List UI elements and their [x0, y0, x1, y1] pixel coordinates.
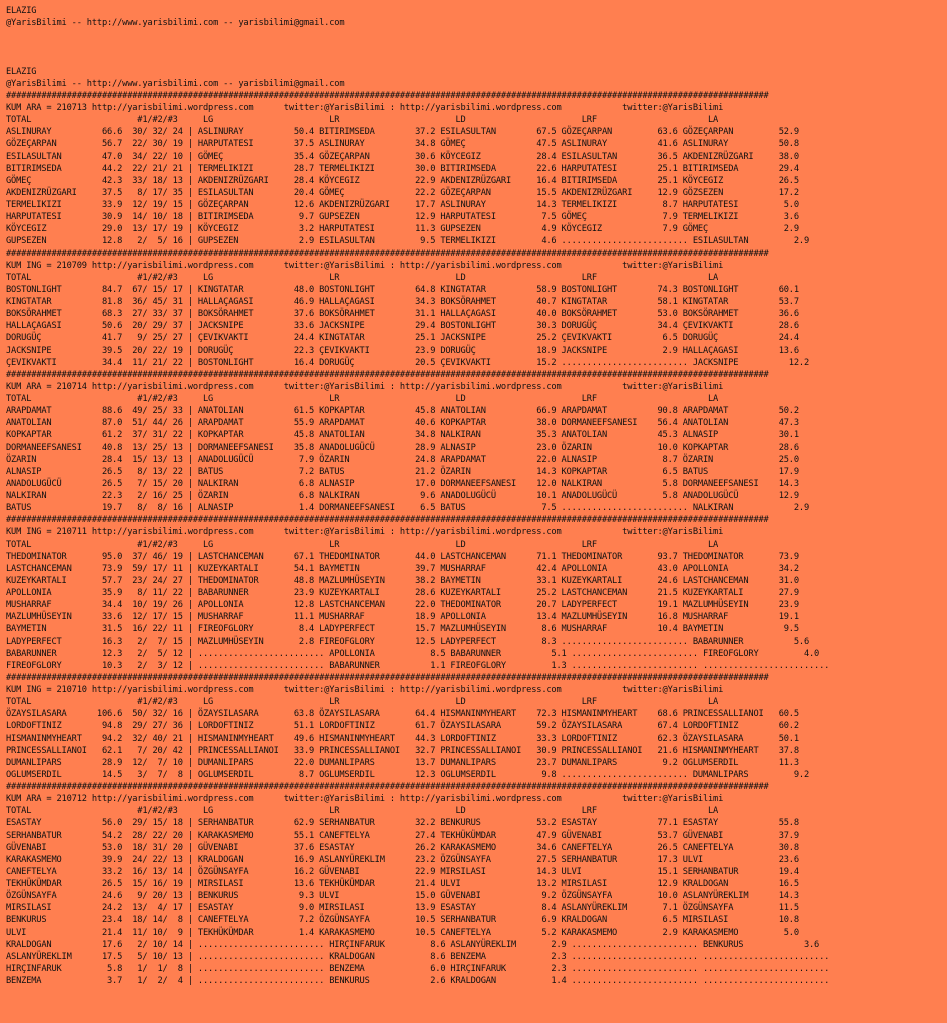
table-row: OGLUMSERDIL 14.5 3/ 7/ 8 | OGLUMSERDIL 8.7 OGLUMSERDIL 12.3 OGLUMSERDIL 9.8 ......................... DUMANLIPARS 9.2	[6, 769, 810, 780]
table-row: GÖZEÇARPAN 56.7 22/ 30/ 19 | HARPUTATESI 37.5 ASLINURAY 34.8 GÖMEÇ 47.5 ASLINURAY 41.6 ASLINURAY 50.8	[6, 139, 799, 150]
table-row: DUMANLIPARS 28.9 12/ 7/ 10 | DUMANLIPARS 22.0 DUMANLIPARS 13.7 DUMANLIPARS 23.7 DUMANLIPARS 9.2 OGLUMSERDIL 11.3	[6, 757, 799, 768]
table-row: BENZEMA 3.7 1/ 2/ 4 | ......................... BENKURUS 2.6 KRALDOGAN 1.4 ......................... .........................	[6, 976, 830, 986]
table-row: KÖYCEGIZ 29.0 13/ 17/ 19 | KÖYCEGIZ 3.2 HARPUTATESI 11.3 GUPSEZEN 4.9 KÖYCEGIZ 7.9 GÖMEÇ 2.9	[6, 224, 799, 235]
separator-line: #######################################################################################################################################################	[6, 248, 769, 259]
table-row: CANEFTELYA 33.2 16/ 13/ 14 | ÖZGÜNSAYFA 16.2 GÜVENABI 22.9 MIRSILASI 14.3 ULVI 15.1 SERHANBATUR 19.4	[6, 866, 799, 877]
race-title: KUM ING = 210709 http://yarisbilimi.wordpress.com twitter:@YarisBilimi : http://yarisbilimi.wordpress.com twitter:@YarisBilimi	[6, 260, 724, 271]
table-row: THEDOMINATOR 95.0 37/ 46/ 19 | LASTCHANCEMAN 67.1 THEDOMINATOR 44.0 LASTCHANCEMAN 71.1 THEDOMINATOR 93.7 THEDOMINATOR 73.9	[6, 551, 799, 562]
column-header: TOTAL #1/#2/#3 LG LR LD LRF LA	[6, 394, 719, 404]
table-row: BABARUNNER 12.3 2/ 5/ 12 | ......................... APOLLONIA 8.5 BABARUNNER 5.1 ......................... FIREOFGLORY 4.0	[6, 648, 820, 659]
table-row: SERHANBATUR 54.2 28/ 22/ 20 | KARAKASMEMO 55.1 CANEFTELYA 27.4 TEKHÜKÜMDAR 47.9 GÜVENABI 53.7 GÜVENABI 37.9	[6, 830, 799, 841]
table-row: LORDOFTINIZ 94.8 29/ 27/ 36 | LORDOFTINIZ 51.1 LORDOFTINIZ 61.7 ÖZAYSILASARA 59.2 ÖZAYSILASARA 67.4 LORDOFTINIZ 60.2	[6, 721, 799, 732]
table-row: MUSHARRAF 34.4 10/ 19/ 26 | APOLLONIA 12.8 LASTCHANCEMAN 22.0 THEDOMINATOR 20.7 LADYPERFECT 19.1 MAZLUMHÜSEYIN 23.9	[6, 600, 799, 611]
separator-line: #######################################################################################################################################################	[6, 782, 769, 792]
header-city: ELAZIG	[6, 66, 37, 77]
table-row: KARAKASMEMO 39.9 24/ 22/ 13 | KRALDOGAN 16.9 ASLANYÜREKLIM 23.2 ÖZGÜNSAYFA 27.5 SERHANBATUR 17.3 ULVI 23.6	[6, 854, 799, 865]
header-city: ELAZIG	[6, 6, 37, 16]
table-row: JACKSNIPE 39.5 20/ 22/ 19 | DORUGÜÇ 22.3 ÇEVIKVAKTI 23.9 DORUGÜÇ 18.9 JACKSNIPE 2.9 HALLAÇAGASI 13.6	[6, 345, 799, 356]
table-row: ÖZGÜNSAYFA 24.6 9/ 20/ 13 | BENKURUS 9.3 ULVI 15.0 GÜVENABI 9.2 ÖZGÜNSAYFA 10.0 ASLANYÜREKLIM 14.3	[6, 891, 799, 902]
separator-line: #######################################################################################################################################################	[6, 672, 769, 683]
race-title: KUM ARA = 210712 http://yarisbilimi.wordpress.com twitter:@YarisBilimi : http://yarisbilimi.wordpress.com twitter:@YarisBilimi	[6, 794, 724, 805]
header-contact: @YarisBilimi -- http://www.yarisbilimi.com -- yarisbilimi@gmail.com	[6, 18, 345, 29]
table-row: TEKHÜKÜMDAR 26.5 15/ 16/ 19 | MIRSILASI 13.6 TEKHÜKÜMDAR 21.4 ULVI 13.2 MIRSILASI 12.9 KRALDOGAN 16.5	[6, 879, 799, 889]
table-row: HIRÇINFARUK 5.8 1/ 1/ 8 | ......................... BENZEMA 6.0 HIRÇINFARUK 2.3 ......................... .........................	[6, 963, 830, 974]
column-header: TOTAL #1/#2/#3 LG LR LD LRF LA	[6, 539, 719, 550]
table-row: AKDENIZRÜZGARI 37.5 8/ 17/ 35 | ESILASULTAN 20.4 GÖMEÇ 22.2 GÖZEÇARPAN 15.5 AKDENIZRÜZGARI 12.9 GÖZSEZEN 17.2	[6, 187, 799, 198]
table-row: TERMELIKIZI 33.9 12/ 19/ 15 | GÖZEÇARPAN 12.6 AKDENIZRÜZGARI 17.7 ASLINURAY 14.3 TERMELIKIZI 8.7 HARPUTATESI 5.0	[6, 200, 799, 210]
race-blocks	[6, 91, 829, 986]
column-header: TOTAL #1/#2/#3 LG LR LD LRF LA	[6, 115, 719, 126]
table-row: ASLINURAY 66.6 30/ 32/ 24 | ASLINURAY 50.4 BITIRIMSEDA 37.2 ESILASULTAN 67.5 GÖZEÇARPAN 63.6 GÖZEÇARPAN 52.9	[6, 127, 799, 138]
table-row: APOLLONIA 35.9 8/ 11/ 22 | BABARUNNER 23.9 KUZEYKARTALI 28.6 KUZEYKARTALI 25.2 LASTCHANCEMAN 21.5 KUZEYKARTALI 27.9	[6, 588, 799, 598]
table-row: GUPSEZEN 12.8 2/ 5/ 16 | GUPSEZEN 2.9 ESILASULTAN 9.5 TERMELIKIZI 4.6 ......................... ESILASULTAN 2.9	[6, 236, 810, 247]
column-header: TOTAL #1/#2/#3 LG LR LD LRF LA	[6, 697, 719, 708]
separator-line: #######################################################################################################################################################	[6, 90, 769, 101]
separator-line: #######################################################################################################################################################	[6, 369, 769, 380]
table-row: ULVI 21.4 11/ 10/ 9 | TEKHÜKÜMDAR 1.4 KARAKASMEMO 10.5 CANEFTELYA 5.2 KARAKASMEMO 2.9 KARAKASMEMO 5.0	[6, 927, 799, 938]
table-row: HISMANINMYHEART 94.2 32/ 40/ 21 | HISMANINMYHEART 49.6 HISMANINMYHEART 44.3 LORDOFTINIZ 33.3 LORDOFTINIZ 62.3 ÖZAYSILASARA 50.1	[6, 733, 799, 744]
table-row: LADYPERFECT 16.3 2/ 7/ 15 | MAZLUMHÜSEYIN 2.8 FIREOFGLORY 12.5 LADYPERFECT 8.3 ......................... BABARUNNER 5.6	[6, 636, 810, 647]
table-row: PRINCESSALLIANOI 62.1 7/ 20/ 42 | PRINCESSALLIANOI 33.9 PRINCESSALLIANOI 32.7 PRINCESSALLIANOI 30.9 PRINCESSALLIANOI 21.6 HISMANINMYHEART 37.8	[6, 745, 799, 756]
table-row: BAYMETIN 31.5 16/ 22/ 11 | FIREOFGLORY 8.4 LADYPERFECT 15.7 MAZLUMHÜSEYIN 8.6 MUSHARRAF 10.4 BAYMETIN 9.5	[6, 624, 799, 635]
table-row: GÖMEÇ 42.3 33/ 18/ 13 | AKDENIZRÜZGARI 28.4 KÖYCEGIZ 22.9 AKDENIZRÜZGARI 16.4 BITIRIMSEDA 25.1 KÖYCEGIZ 26.5	[6, 175, 799, 186]
table-row: FIREOFGLORY 10.3 2/ 3/ 12 | ......................... BABARUNNER 1.1 FIREOFGLORY 1.3 ......................... .........................	[6, 660, 830, 671]
table-row: ESILASULTAN 47.0 34/ 22/ 10 | GÖMEÇ 35.4 GÖZEÇARPAN 30.6 KÖYCEGIZ 28.4 ESILASULTAN 36.5 AKDENIZRÜZGARI 38.0	[6, 151, 799, 162]
table-row: ASLANYÜREKLIM 17.5 5/ 10/ 13 | ......................... KRALDOGAN 8.6 BENZEMA 2.3 ......................... .........................	[6, 951, 830, 962]
table-row: MAZLUMHÜSEYIN 33.6 12/ 17/ 15 | MUSHARRAF 11.1 MUSHARRAF 18.9 APOLLONIA 13.4 MAZLUMHÜSEYIN 16.8 MUSHARRAF 19.1	[6, 612, 799, 623]
table-row: KOPKAPTAR 61.2 37/ 31/ 22 | KOPKAPTAR 45.8 ANATOLIAN 34.8 NALKIRAN 35.3 ANATOLIAN 45.3 ALNASIP 30.1	[6, 430, 799, 441]
table-row: BITIRIMSEDA 44.2 22/ 21/ 21 | TERMELIKIZI 28.7 TERMELIKIZI 30.0 BITIRIMSEDA 22.6 HARPUTATESI 25.1 BITIRIMSEDA 29.4	[6, 163, 799, 174]
table-row: ESASTAY 56.0 29/ 15/ 18 | SERHANBATUR 62.9 SERHANBATUR 32.2 BENKURUS 53.2 ESASTAY 77.1 ESASTAY 55.8	[6, 818, 799, 829]
table-row: HARPUTATESI 30.9 14/ 10/ 18 | BITIRIMSEDA 9.7 GUPSEZEN 12.9 HARPUTATESI 7.5 GÖMEÇ 7.9 TERMELIKIZI 3.6	[6, 212, 799, 223]
header-contact: @YarisBilimi -- http://www.yarisbilimi.com -- yarisbilimi@gmail.com	[6, 78, 345, 89]
column-header: TOTAL #1/#2/#3 LG LR LD LRF LA	[6, 272, 719, 283]
table-row: ÖZAYSILASARA 106.6 50/ 32/ 16 | ÖZAYSILASARA 63.8 ÖZAYSILASARA 64.4 HISMANINMYHEART 72.3 HISMANINMYHEART 68.6 PRINCESSALLIANOI 60.5	[6, 709, 799, 720]
race-title: KUM ARA = 210714 http://yarisbilimi.wordpress.com twitter:@YarisBilimi : http://yarisbilimi.wordpress.com twitter:@YarisBilimi	[6, 381, 724, 392]
table-row: ARAPDAMAT 88.6 49/ 25/ 33 | ANATOLIAN 61.5 KOPKAPTAR 45.8 ANATOLIAN 66.9 ARAPDAMAT 90.8 ARAPDAMAT 50.2	[6, 406, 799, 417]
table-row: GÜVENABI 53.0 18/ 31/ 20 | GÜVENABI 37.6 ESASTAY 26.2 KARAKASMEMO 34.6 CANEFTELYA 26.5 CANEFTELYA 30.8	[6, 842, 799, 853]
table-row: KUZEYKARTALI 57.7 23/ 24/ 27 | THEDOMINATOR 48.8 MAZLUMHÜSEYIN 38.2 BAYMETIN 33.1 KUZEYKARTALI 24.6 LASTCHANCEMAN 31.0	[6, 575, 799, 586]
column-header: TOTAL #1/#2/#3 LG LR LD LRF LA	[6, 806, 719, 817]
table-row: ÖZARIN 28.4 15/ 13/ 13 | ANADOLUGÜCÜ 7.9 ÖZARIN 24.8 ARAPDAMAT 22.0 ALNASIP 8.7 ÖZARIN 25.0	[6, 454, 799, 465]
race-title: KUM ING = 210711 http://yarisbilimi.wordpress.com twitter:@YarisBilimi : http://yarisbilimi.wordpress.com twitter:@YarisBilimi	[6, 527, 724, 538]
race-title: KUM ARA = 210713 http://yarisbilimi.wordpress.com twitter:@YarisBilimi : http://yarisbilimi.wordpress.com twitter:@YarisBilimi	[6, 103, 724, 113]
table-row: BENKURUS 23.4 18/ 14/ 8 | CANEFTELYA 7.2 ÖZGÜNSAYFA 10.5 SERHANBATUR 6.9 KRALDOGAN 6.5 MIRSILASI 10.8	[6, 915, 799, 926]
table-row: LASTCHANCEMAN 73.9 59/ 17/ 11 | KUZEYKARTALI 54.1 BAYMETIN 39.7 MUSHARRAF 42.4 APOLLONIA 43.0 APOLLONIA 34.2	[6, 563, 799, 574]
table-row: BOSTONLIGHT 84.7 67/ 15/ 17 | KINGTATAR 48.0 BOSTONLIGHT 64.8 KINGTATAR 58.9 BOSTONLIGHT 74.3 BOSTONLIGHT 60.1	[6, 284, 799, 295]
table-row: DORMANEEFSANESI 40.8 13/ 25/ 13 | DORMANEEFSANESI 35.8 ANADOLUGÜCÜ 28.9 ALNASIP 23.0 ÖZARIN 10.0 KOPKAPTAR 28.6	[6, 442, 799, 453]
table-row: KINGTATAR 81.8 36/ 45/ 31 | HALLAÇAGASI 46.9 HALLAÇAGASI 34.3 BOKSÖRAHMET 40.7 KINGTATAR 58.1 KINGTATAR 53.7	[6, 297, 799, 307]
table-row: MIRSILASI 24.2 13/ 4/ 17 | ESASTAY 9.0 MIRSILASI 13.9 ESASTAY 8.4 ASLANYÜREKLIM 7.1 ÖZGÜNSAYFA 11.5	[6, 903, 799, 914]
table-row: KRALDOGAN 17.6 2/ 10/ 14 | ......................... HIRÇINFARUK 8.6 ASLANYÜREKLIM 2.9 ......................... BENKURUS 3.6	[6, 939, 820, 950]
table-row: ANADOLUGÜCÜ 26.5 7/ 15/ 20 | NALKIRAN 6.8 ALNASIP 17.0 DORMANEEFSANESI 12.0 NALKIRAN 5.8 DORMANEEFSANESI 14.3	[6, 478, 799, 489]
race-title: KUM ING = 210710 http://yarisbilimi.wordpress.com twitter:@YarisBilimi : http://yarisbilimi.wordpress.com twitter:@YarisBilimi	[6, 685, 724, 695]
table-row: BOKSÖRAHMET 68.3 27/ 33/ 37 | BOKSÖRAHMET 37.6 BOKSÖRAHMET 31.1 HALLAÇAGASI 40.0 BOKSÖRAHMET 53.0 BOKSÖRAHMET 36.6	[6, 309, 799, 320]
table-row: ALNASIP 26.5 8/ 13/ 22 | BATUS 7.2 BATUS 21.2 ÖZARIN 14.3 KOPKAPTAR 6.5 BATUS 17.9	[6, 466, 799, 477]
separator-line: #######################################################################################################################################################	[6, 515, 769, 526]
table-row: HALLAÇAGASI 50.6 20/ 29/ 37 | JACKSNIPE 33.6 JACKSNIPE 29.4 BOSTONLIGHT 30.3 DORUGÜÇ 34.4 ÇEVIKVAKTI 28.6	[6, 321, 799, 332]
table-row: ANATOLIAN 87.0 51/ 44/ 26 | ARAPDAMAT 55.9 ARAPDAMAT 40.6 KOPKAPTAR 38.0 DORMANEEFSANESI 56.4 ANATOLIAN 47.3	[6, 418, 799, 429]
table-row: ÇEVIKVAKTI 34.4 11/ 21/ 22 | BOSTONLIGHT 16.4 DORUGÜÇ 20.5 ÇEVIKVAKTI 15.2 ......................... JACKSNIPE 12.2	[6, 357, 810, 368]
table-row: DORUGÜÇ 41.7 9/ 25/ 27 | ÇEVIKVAKTI 24.4 KINGTATAR 25.1 JACKSNIPE 25.2 ÇEVIKVAKTI 6.5 DORUGÜÇ 24.4	[6, 333, 799, 344]
table-row: NALKIRAN 22.3 2/ 16/ 25 | ÖZARIN 6.8 NALKIRAN 9.6 ANADOLUGÜCÜ 10.1 ANADOLUGÜCÜ 5.8 ANADOLUGÜCÜ 12.9	[6, 491, 799, 501]
table-row: BATUS 19.7 8/ 8/ 16 | ALNASIP 1.4 DORMANEEFSANESI 6.5 BATUS 7.5 ......................... NALKIRAN 2.9	[6, 503, 810, 514]
